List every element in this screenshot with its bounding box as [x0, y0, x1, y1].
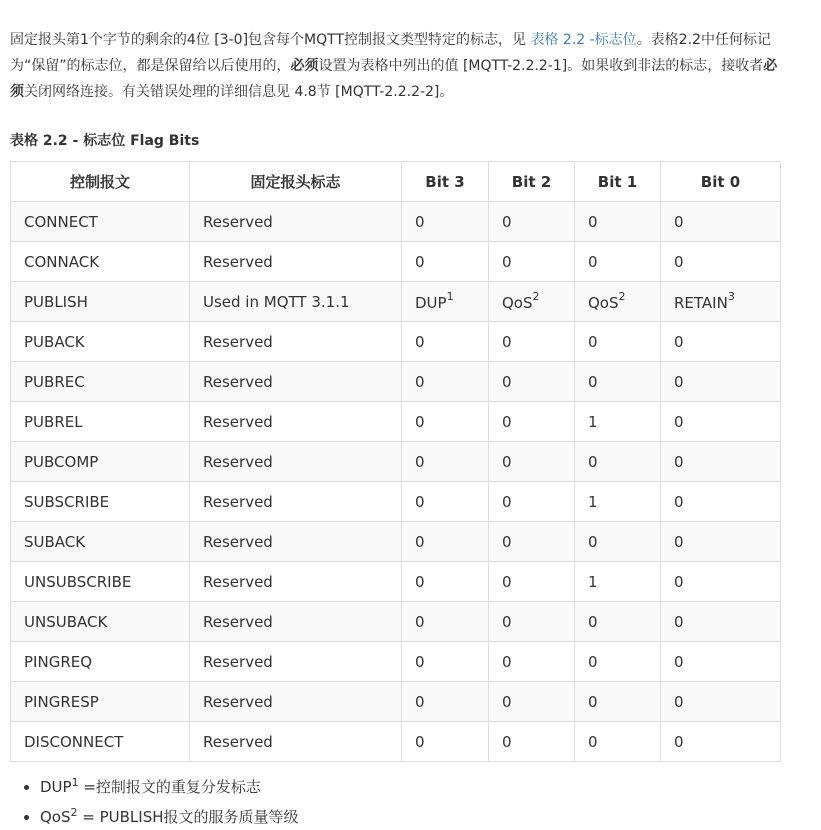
cell-bit-2-text: QoS: [502, 293, 533, 312]
cell-bit-3-text: 0: [415, 612, 425, 631]
cell-bit-1-text: 0: [588, 252, 598, 271]
table-row: [11, 562, 781, 602]
cell-fixed-flags-text: Reserved: [203, 492, 273, 511]
cell-bit-0-text: 0: [674, 532, 684, 551]
cell-packet-text: SUBSCRIBE: [24, 492, 110, 511]
footnote-list: [10, 770, 810, 830]
cell-bit-0-text: 0: [674, 612, 684, 631]
cell-bit-3: [402, 442, 489, 482]
cell-bit-1: [575, 482, 661, 522]
cell-fixed-flags-text: Reserved: [203, 532, 273, 551]
cell-bit-2: [489, 282, 575, 322]
cell-bit-1: [575, 362, 661, 402]
cell-bit-2-text: 0: [502, 252, 512, 271]
intro-paragraph: [10, 0, 780, 105]
cell-bit-3: [402, 642, 489, 682]
cell-bit-0-text: 0: [674, 412, 684, 431]
cell-packet-text: PUBREC: [24, 372, 85, 391]
cell-bit-0: [661, 242, 781, 282]
intro-text-1: 固定报头第1个字节的剩余的4位 [3-0]包含每个MQTT控制报文类型特定的标志，见: [10, 32, 531, 48]
cell-bit-1-text: QoS: [588, 293, 619, 312]
table-row: [11, 242, 781, 282]
cell-fixed-flags: [190, 202, 402, 242]
cell-bit-1-text: 0: [588, 372, 598, 391]
cell-bit-1: [575, 722, 661, 762]
cell-packet: [11, 442, 190, 482]
intro-text-2: 。表格2.2中任何标记为“保留”的标志位，都是保留给以后使用的，: [10, 32, 771, 74]
table-row: [11, 642, 781, 682]
cell-packet: [11, 242, 190, 282]
cell-fixed-flags: [190, 282, 402, 322]
cell-packet: [11, 642, 190, 682]
footnote-item: [40, 800, 810, 830]
cell-bit-0-text: 0: [674, 572, 684, 591]
cell-bit-0: [661, 682, 781, 722]
cell-bit-3-text: 0: [415, 412, 425, 431]
header-bit-2: Bit 2: [489, 162, 575, 202]
cell-bit-1-text: 1: [588, 492, 598, 511]
cell-bit-0: [661, 522, 781, 562]
footnote-text: = PUBLISH报文的服务质量等级: [77, 808, 299, 826]
cell-packet: [11, 202, 190, 242]
cell-bit-3-text: 0: [415, 532, 425, 551]
cell-bit-1-text: 1: [588, 572, 598, 591]
footnote-marker: 3: [727, 289, 735, 303]
cell-bit-3: [402, 482, 489, 522]
cell-bit-2-text: 0: [502, 572, 512, 591]
cell-bit-2-text: 0: [502, 452, 512, 471]
cell-fixed-flags-text: Reserved: [203, 212, 273, 231]
cell-fixed-flags: [190, 642, 402, 682]
cell-fixed-flags-text: Reserved: [203, 452, 273, 471]
cell-bit-3-text: 0: [415, 252, 425, 271]
cell-bit-0-text: 0: [674, 212, 684, 231]
cell-packet: [11, 482, 190, 522]
cell-bit-1: [575, 642, 661, 682]
cell-bit-1: [575, 602, 661, 642]
cell-fixed-flags-text: Reserved: [203, 332, 273, 351]
cell-packet: [11, 602, 190, 642]
cell-fixed-flags: [190, 522, 402, 562]
cell-fixed-flags: [190, 322, 402, 362]
cell-packet-text: PINGRESP: [24, 692, 99, 711]
cell-bit-1-text: 0: [588, 212, 598, 231]
cell-packet-text: CONNECT: [24, 212, 98, 231]
cell-packet-text: PUBLISH: [24, 292, 88, 311]
cell-bit-2: [489, 322, 575, 362]
cell-fixed-flags-text: Reserved: [203, 652, 273, 671]
cell-fixed-flags: [190, 562, 402, 602]
table-reference-link[interactable]: 表格 2.2 -标志位: [530, 32, 637, 48]
cell-bit-3-text: 0: [415, 492, 425, 511]
cell-packet-text: PUBACK: [24, 332, 85, 351]
intro-bold-2: 必须: [10, 58, 778, 100]
cell-bit-0-text: RETAIN: [674, 293, 728, 312]
cell-bit-3: [402, 322, 489, 362]
cell-bit-1-text: 0: [588, 532, 598, 551]
table-header-row: [11, 162, 781, 202]
cell-bit-3-text: 0: [415, 372, 425, 391]
cell-bit-0: [661, 362, 781, 402]
header-bit-0: Bit 0: [661, 162, 781, 202]
footnote-term: QoS: [40, 808, 71, 826]
cell-bit-2: [489, 722, 575, 762]
cell-bit-1-text: 0: [588, 732, 598, 751]
cell-fixed-flags-text: Used in MQTT 3.1.1: [203, 292, 350, 311]
cell-bit-1: [575, 402, 661, 442]
footnote-text: =控制报文的重复分发标志: [78, 778, 261, 796]
cell-bit-1-text: 0: [588, 332, 598, 351]
cell-bit-1: [575, 202, 661, 242]
cell-bit-2: [489, 442, 575, 482]
cell-packet-text: PINGREQ: [24, 652, 93, 671]
cell-fixed-flags: [190, 402, 402, 442]
cell-bit-3-text: DUP: [415, 293, 447, 312]
cell-bit-1: [575, 522, 661, 562]
cell-packet: [11, 282, 190, 322]
cell-fixed-flags-text: Reserved: [203, 612, 273, 631]
cell-packet: [11, 682, 190, 722]
cell-bit-0-text: 0: [674, 252, 684, 271]
cell-bit-1-text: 0: [588, 452, 598, 471]
cell-bit-0: [661, 442, 781, 482]
intro-bold-1: 必须: [290, 58, 319, 74]
cell-bit-3-text: 0: [415, 692, 425, 711]
table-row: [11, 322, 781, 362]
cell-bit-2: [489, 242, 575, 282]
flag-bits-table: [10, 161, 781, 762]
cell-bit-1: [575, 242, 661, 282]
cell-bit-3: [402, 402, 489, 442]
cell-packet: [11, 322, 190, 362]
cell-bit-0: [661, 202, 781, 242]
footnote-item: [40, 770, 810, 800]
footnote-number: 2: [70, 806, 78, 819]
cell-bit-1-text: 0: [588, 612, 598, 631]
header-bit-3: Bit 3: [402, 162, 489, 202]
cell-bit-3: [402, 282, 489, 322]
cell-bit-0: [661, 722, 781, 762]
table-row: [11, 482, 781, 522]
cell-bit-1-text: 1: [588, 412, 598, 431]
cell-packet-text: PUBCOMP: [24, 452, 99, 471]
cell-bit-0: [661, 322, 781, 362]
cell-bit-3: [402, 362, 489, 402]
cell-bit-0-text: 0: [674, 492, 684, 511]
cell-bit-2-text: 0: [502, 332, 512, 351]
cell-bit-2: [489, 202, 575, 242]
cell-bit-2: [489, 642, 575, 682]
cell-fixed-flags: [190, 602, 402, 642]
cell-fixed-flags: [190, 722, 402, 762]
cell-fixed-flags-text: Reserved: [203, 372, 273, 391]
table-row: [11, 202, 781, 242]
cell-bit-3-text: 0: [415, 212, 425, 231]
cell-bit-3: [402, 562, 489, 602]
cell-bit-0: [661, 482, 781, 522]
cell-bit-2: [489, 362, 575, 402]
cell-bit-0: [661, 602, 781, 642]
cell-bit-1: [575, 682, 661, 722]
footnote-marker: 2: [618, 289, 626, 303]
cell-bit-0: [661, 282, 781, 322]
header-fixed-flags: 固定报头标志: [190, 162, 402, 202]
table-caption: 表格 2.2 - 标志位 Flag Bits: [10, 133, 200, 149]
cell-bit-0: [661, 642, 781, 682]
cell-packet-text: UNSUBSCRIBE: [24, 572, 132, 591]
cell-bit-1-text: 0: [588, 652, 598, 671]
cell-bit-1-text: 0: [588, 692, 598, 711]
cell-bit-1: [575, 442, 661, 482]
cell-bit-3-text: 0: [415, 332, 425, 351]
cell-packet: [11, 562, 190, 602]
cell-bit-3: [402, 202, 489, 242]
table-row: [11, 362, 781, 402]
cell-bit-2: [489, 482, 575, 522]
cell-bit-2: [489, 602, 575, 642]
cell-bit-1: [575, 282, 661, 322]
cell-fixed-flags: [190, 682, 402, 722]
cell-fixed-flags-text: Reserved: [203, 572, 273, 591]
table-row: [11, 602, 781, 642]
cell-packet: [11, 522, 190, 562]
cell-fixed-flags: [190, 362, 402, 402]
cell-bit-0: [661, 402, 781, 442]
cell-packet-text: CONNACK: [24, 252, 100, 271]
cell-packet-text: DISCONNECT: [24, 732, 124, 751]
cell-fixed-flags-text: Reserved: [203, 692, 273, 711]
cell-fixed-flags: [190, 242, 402, 282]
cell-bit-3: [402, 602, 489, 642]
cell-packet: [11, 402, 190, 442]
footnote-number: 1: [71, 776, 79, 789]
cell-fixed-flags: [190, 482, 402, 522]
table-row: [11, 722, 781, 762]
table-row: [11, 402, 781, 442]
cell-bit-2-text: 0: [502, 492, 512, 511]
cell-bit-2-text: 0: [502, 692, 512, 711]
cell-bit-1: [575, 562, 661, 602]
cell-bit-0-text: 0: [674, 732, 684, 751]
cell-bit-2-text: 0: [502, 212, 512, 231]
cell-fixed-flags-text: Reserved: [203, 412, 273, 431]
cell-bit-0-text: 0: [674, 452, 684, 471]
cell-packet-text: SUBACK: [24, 532, 86, 551]
cell-bit-2: [489, 402, 575, 442]
intro-text-4: 关闭网络连接。有关错误处理的详细信息见 4.8节 [MQTT-2.2.2-2]。: [24, 84, 454, 100]
table-body: [11, 202, 781, 762]
cell-bit-2-text: 0: [502, 412, 512, 431]
cell-bit-3-text: 0: [415, 452, 425, 471]
footnote-term: DUP: [40, 778, 72, 796]
cell-bit-2-text: 0: [502, 532, 512, 551]
cell-bit-1: [575, 322, 661, 362]
footnote-marker: 2: [532, 289, 540, 303]
cell-bit-2: [489, 522, 575, 562]
cell-bit-3-text: 0: [415, 732, 425, 751]
cell-bit-0-text: 0: [674, 332, 684, 351]
cell-packet-text: UNSUBACK: [24, 612, 108, 631]
table-row: [11, 282, 781, 322]
cell-bit-2-text: 0: [502, 372, 512, 391]
cell-bit-0-text: 0: [674, 372, 684, 391]
table-row: [11, 682, 781, 722]
cell-bit-2-text: 0: [502, 612, 512, 631]
cell-bit-3: [402, 682, 489, 722]
cell-packet: [11, 362, 190, 402]
cell-bit-0-text: 0: [674, 692, 684, 711]
header-packet: 控制报文: [11, 162, 190, 202]
cell-bit-3-text: 0: [415, 572, 425, 591]
table-row: [11, 522, 781, 562]
cell-fixed-flags-text: Reserved: [203, 732, 273, 751]
cell-bit-0: [661, 562, 781, 602]
cell-bit-2: [489, 562, 575, 602]
cell-bit-2-text: 0: [502, 652, 512, 671]
cell-fixed-flags: [190, 442, 402, 482]
cell-bit-0-text: 0: [674, 652, 684, 671]
cell-bit-2: [489, 682, 575, 722]
table-row: [11, 442, 781, 482]
cell-packet: [11, 722, 190, 762]
cell-bit-3: [402, 242, 489, 282]
footnote-marker: 1: [446, 289, 454, 303]
cell-bit-3: [402, 722, 489, 762]
cell-fixed-flags-text: Reserved: [203, 252, 273, 271]
intro-text-3: 设置为表格中列出的值 [MQTT-2.2.2-1]。如果收到非法的标志，接收者: [318, 58, 764, 74]
header-bit-1: Bit 1: [575, 162, 661, 202]
cell-bit-3: [402, 522, 489, 562]
cell-packet-text: PUBREL: [24, 412, 83, 431]
cell-bit-3-text: 0: [415, 652, 425, 671]
cell-bit-2-text: 0: [502, 732, 512, 751]
document-page: [10, 0, 810, 830]
